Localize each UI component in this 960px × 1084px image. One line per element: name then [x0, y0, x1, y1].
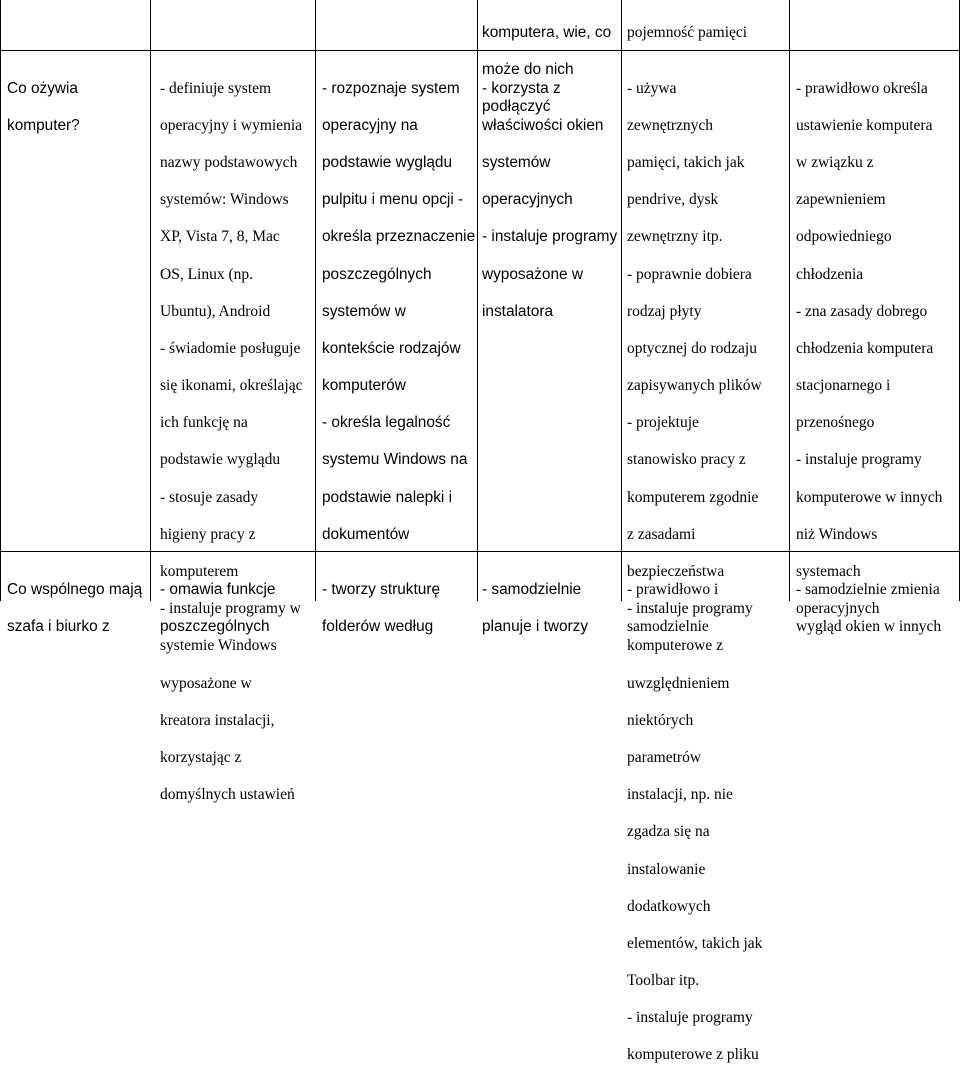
text-line: - prawidłowo określa: [796, 79, 928, 97]
text-line: zapisywanych plików: [627, 377, 762, 395]
text-line: kreatora instalacji,: [160, 711, 275, 729]
text-line: operacyjny i wymienia: [160, 116, 303, 134]
text-line: komputerem zgodnie: [627, 488, 759, 506]
text-line: wygląd okien w innych: [796, 617, 942, 635]
text-line: może do nich: [482, 60, 574, 78]
text-line: - zna zasady dobrego: [796, 302, 928, 320]
text-line: komputerowe w innych: [796, 488, 943, 506]
text-line: Co wspólnego mają: [7, 580, 143, 598]
text-line: niż Windows: [796, 525, 878, 543]
text-line: - projektuje: [627, 414, 699, 432]
text-line: systemach: [796, 563, 861, 581]
text-line: z zasadami: [627, 525, 696, 543]
text-line: samodzielnie: [627, 617, 709, 635]
text-line: systemu Windows na: [322, 451, 468, 469]
text-line: poszczególnych: [322, 265, 432, 283]
table-divider: [315, 0, 316, 601]
text-line: w związku z: [796, 153, 874, 171]
text-line: XP, Vista 7, 8, Mac: [160, 228, 280, 246]
text-line: - definiuje system: [160, 79, 272, 97]
text-line: - instaluje programy: [627, 1009, 753, 1027]
text-line: wyposażone w: [482, 265, 583, 283]
text-line: planuje i tworzy: [482, 617, 589, 635]
text-line: ustawienie komputera: [796, 116, 933, 134]
text-line: zewnętrzny itp.: [627, 228, 723, 246]
text-line: zapewnieniem: [796, 191, 886, 209]
text-line: pendrive, dysk: [627, 191, 719, 209]
text-line: chłodzenia: [796, 265, 864, 283]
text-line: podłączyć: [482, 97, 551, 115]
text-line: podstawie wyglądu: [322, 153, 453, 171]
cell-topic: [7, 61, 80, 154]
text-line: rodzaj płyty: [627, 302, 702, 320]
text-line: higieny pracy z: [160, 525, 256, 543]
text-line: pulpitu i menu opcji -: [322, 191, 464, 209]
text-line: niektórych: [627, 711, 694, 729]
text-line: operacyjny na: [322, 116, 418, 134]
text-line: - samodzielnie zmienia: [796, 580, 940, 598]
text-line: - tworzy strukturę: [322, 580, 441, 598]
text-line: - świadomie posługuje: [160, 339, 301, 357]
text-line: instalacji, np. nie: [627, 786, 733, 804]
text-line: ich funkcję na: [160, 414, 248, 432]
text-line: przenośnego: [796, 414, 875, 432]
text-line: elementów, takich jak: [627, 934, 763, 952]
text-line: domyślnych ustawień: [160, 786, 295, 804]
cell-dostateczna: [160, 562, 275, 655]
text-line: - rozpoznaje system: [322, 79, 460, 97]
text-line: kontekście rodzajów: [322, 339, 461, 357]
text-line: zewnętrznych: [627, 116, 714, 134]
cell-wykraczajaca: [796, 61, 942, 637]
cell-topic: [7, 562, 142, 655]
text-line: optycznej do rodzaju: [627, 339, 757, 357]
table-divider: [150, 0, 151, 601]
table-divider: [477, 0, 478, 601]
text-line: nazwy podstawowych: [160, 153, 298, 171]
table-row-divider: [0, 50, 960, 51]
text-line: Toolbar itp.: [627, 972, 700, 990]
text-line: - używa: [627, 79, 677, 97]
cell-celujaca: [627, 562, 718, 655]
table-border-left: [0, 0, 1, 601]
text-line: komputera, wie, co: [482, 23, 612, 41]
text-line: - instaluje programy: [482, 228, 618, 246]
text-line: - stosuje zasady: [160, 488, 259, 506]
cell-dobra: [322, 61, 475, 563]
text-line: operacyjnych: [482, 191, 573, 209]
text-line: komputerowe z pliku: [627, 1046, 759, 1064]
text-line: bezpieczeństwa: [627, 563, 725, 581]
text-line: - korzysta z: [482, 79, 561, 97]
text-line: wyposażone w: [160, 674, 252, 692]
text-line: Ubuntu), Android: [160, 302, 271, 320]
table-divider: [789, 0, 790, 601]
text-line: podstawie nalepki i: [322, 488, 453, 506]
text-line: stacjonarnego i: [796, 377, 891, 395]
text-line: komputerów: [322, 377, 406, 395]
text-line: - omawia funkcje: [160, 580, 276, 598]
text-line: systemów w: [322, 302, 406, 320]
text-line: - instaluje programy w: [160, 600, 301, 618]
text-line: pojemność pamięci: [627, 23, 748, 41]
text-line: instalowanie: [627, 860, 706, 878]
text-line: odpowiedniego: [796, 228, 892, 246]
text-line: właściwości okien: [482, 116, 604, 134]
text-line: OS, Linux (np.: [160, 265, 253, 283]
text-line: - określa legalność: [322, 414, 451, 432]
cell-bardzo-dobra: [482, 61, 617, 340]
text-line: komputerowe z: [627, 637, 723, 655]
text-line: - samodzielnie: [482, 580, 582, 598]
text-line: dodatkowych: [627, 897, 711, 915]
text-line: się ikonami, określając: [160, 377, 303, 395]
text-line: - instaluje programy: [796, 451, 922, 469]
text-line: komputer?: [7, 116, 80, 134]
text-line: korzystając z: [160, 748, 242, 766]
text-line: komputerem: [160, 563, 239, 581]
cell-wykraczajaca: [796, 562, 941, 655]
text-line: chłodzenia komputera: [796, 339, 934, 357]
text-line: systemów: [482, 153, 551, 171]
text-line: pamięci, takich jak: [627, 153, 745, 171]
text-line: uwzględnieniem: [627, 674, 730, 692]
text-line: operacyjnych: [796, 600, 880, 618]
text-line: zgadza się na: [627, 823, 710, 841]
text-line: - prawidłowo i: [627, 580, 719, 598]
text-line: poszczególnych: [160, 617, 270, 635]
cell-bardzo-dobra: [482, 562, 588, 655]
text-line: folderów według: [322, 617, 434, 635]
text-line: Co ożywia: [7, 79, 78, 97]
text-line: systemie Windows: [160, 637, 277, 655]
text-line: systemów: Windows: [160, 191, 289, 209]
cell-dobra: [322, 562, 440, 655]
text-line: - instaluje programy: [627, 600, 753, 618]
text-line: parametrów: [627, 748, 702, 766]
table-divider: [621, 0, 622, 601]
cell-dostateczna: [160, 61, 302, 823]
text-line: określa przeznaczenie: [322, 228, 476, 246]
text-line: dokumentów: [322, 525, 410, 543]
text-line: szafa i biurko z: [7, 617, 110, 635]
text-line: - poprawnie dobiera: [627, 265, 752, 283]
cell-celujaca-continued: [627, 5, 747, 61]
text-line: podstawie wyglądu: [160, 451, 281, 469]
text-line: stanowisko pracy z: [627, 451, 746, 469]
text-line: instalatora: [482, 302, 554, 320]
